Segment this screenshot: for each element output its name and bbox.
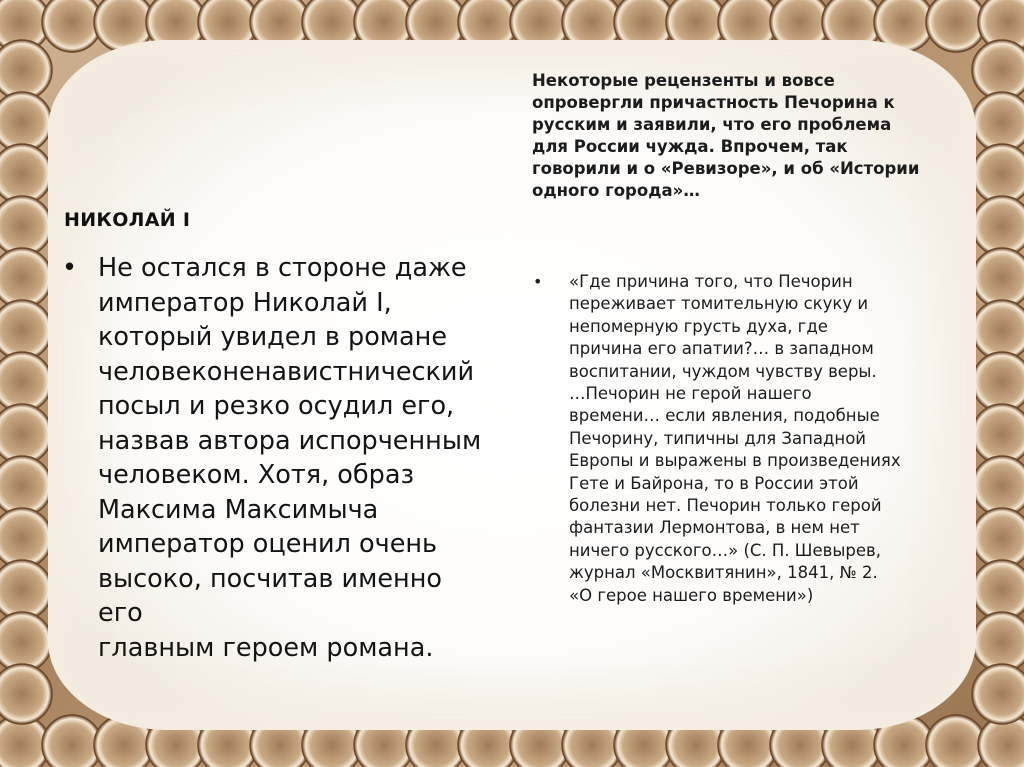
frame-scallop — [0, 560, 52, 620]
frame-scallop — [972, 92, 1024, 152]
frame-scallop — [42, 715, 102, 767]
right-heading: Некоторые рецензенты и вовсе опровергли причастность Печорина к русским и заявили, что его проблема для России чужда. Впрочем, так говорили и о «Ревизоре», и об «Истории одного города»… — [532, 71, 920, 200]
frame-scallop — [0, 40, 52, 100]
frame-scallop — [972, 144, 1024, 204]
bullet-dot: • — [533, 272, 543, 291]
frame-scallop — [0, 404, 52, 464]
frame-scallop — [972, 40, 1024, 100]
frame-scallop — [0, 352, 52, 412]
frame-scallop — [972, 508, 1024, 568]
frame-scallop — [0, 456, 52, 516]
frame-scallop — [972, 248, 1024, 308]
frame-scallop — [0, 144, 52, 204]
frame-scallop — [972, 300, 1024, 360]
frame-scallop — [972, 560, 1024, 620]
left-bullet-text: Не остался в стороне даже император Николай I, который увидел в романе человеконенавистнический посыл и резко осудил его, назвав автора испорченным человеком. Хотя, образ Максима Максимыча император оценил очень высоко, посчитав именно его главным героем романа. — [98, 253, 482, 663]
frame-scallop — [972, 664, 1024, 724]
left-bullet-item — [62, 251, 492, 665]
frame-scallop — [0, 300, 52, 360]
frame-scallop — [0, 612, 52, 672]
frame-scallop — [972, 404, 1024, 464]
frame-scallop — [0, 508, 52, 568]
frame-scallop — [972, 456, 1024, 516]
frame-scallop — [972, 196, 1024, 256]
frame-scallop — [0, 248, 52, 308]
right-bullet-text: «Где причина того, что Печорин переживает томительную скуку и непомерную грусть духа, где причина его апатии?… в западном воспитании, чуждом чувству веры. …Печорин не герой нашего времени… если явления, подобные Печорину, типичны для Западной Европы и выражены в произведениях Гете и Байрона, то в России этой болезни нет. Печорин только герой фантазии Лермонтова, в нем нет ничего русского…» (С. П. Шевырев, журнал «Москвитянин», 1841, № 2. «О герое нашего времени») — [569, 272, 901, 605]
frame-scallop — [0, 664, 52, 724]
right-bullet-item — [533, 271, 973, 607]
bullet-dot: • — [62, 253, 78, 283]
frame-scallop — [0, 92, 52, 152]
frame-scallop — [926, 715, 986, 767]
frame-scallop — [0, 196, 52, 256]
frame-scallop — [972, 352, 1024, 412]
frame-scallop — [926, 0, 986, 52]
left-heading: НИКОЛАЙ I — [64, 209, 191, 231]
frame-scallop — [42, 0, 102, 52]
frame-scallop — [972, 612, 1024, 672]
